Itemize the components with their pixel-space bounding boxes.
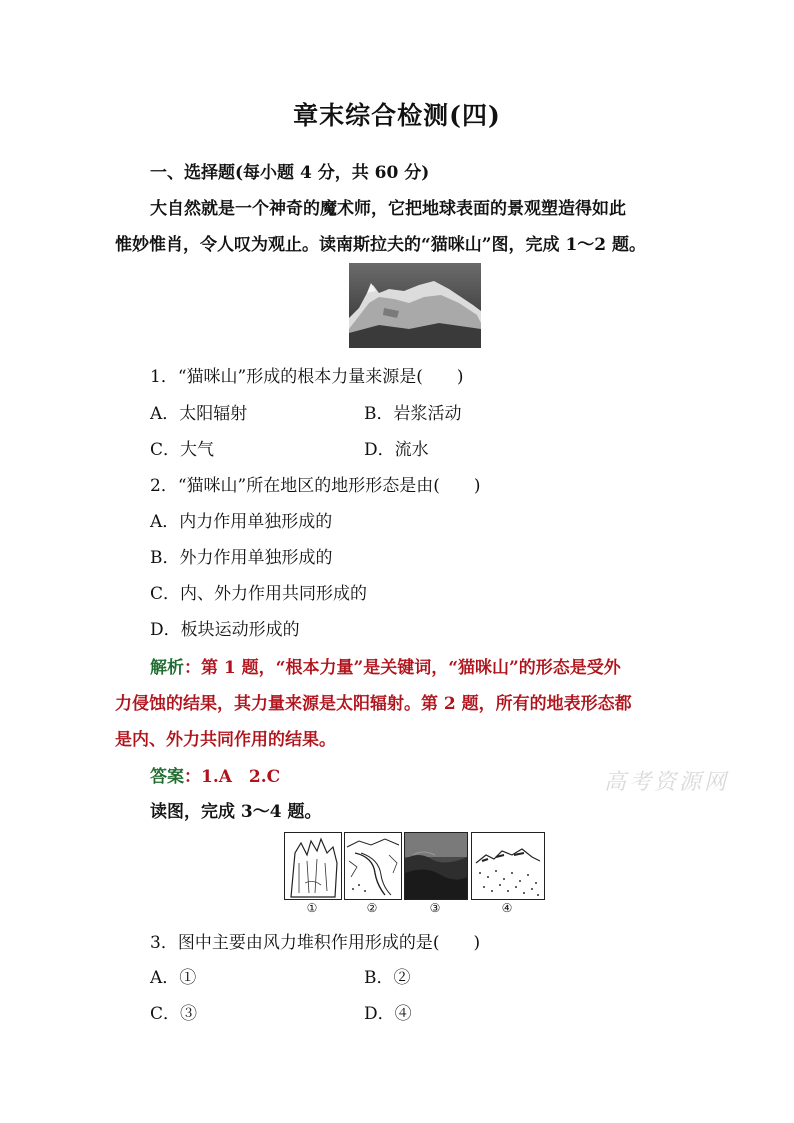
analysis-text-1: ：第 1 题，“根本力量”是关键词，“猫咪山”的形态是受外	[184, 658, 621, 678]
answer-text: ：1.A 2.C	[184, 767, 281, 787]
figure-4-label: ④	[501, 901, 513, 915]
analysis-line-1	[150, 653, 621, 678]
cat-mountain-photo	[349, 263, 481, 348]
figure-2-landform	[344, 832, 402, 900]
q1-option-c: C．大气	[150, 440, 215, 460]
figure-3-label: ③	[429, 901, 441, 915]
q3-option-b: B．②	[364, 968, 411, 988]
q3-stem: 3．图中主要由风力堆积作用形成的是( )	[150, 933, 481, 953]
q3-option-d: D．④	[364, 1004, 412, 1024]
q2-option-a: A．内力作用单独形成的	[150, 512, 333, 532]
analysis-line-3: 是内、外力共同作用的结果。	[115, 730, 336, 750]
intro-line-1: 大自然就是一个神奇的魔术师，它把地球表面的景观塑造得如此	[150, 199, 626, 219]
q1-option-d: D．流水	[364, 440, 429, 460]
answer-line	[150, 762, 280, 787]
answer-label: 答案	[150, 767, 184, 787]
q2-option-b: B．外力作用单独形成的	[150, 548, 333, 568]
q2-option-c: C．内、外力作用共同形成的	[150, 584, 368, 604]
q2-stem: 2．“猫咪山”所在地区的地形形态是由( )	[150, 476, 481, 496]
read-prompt: 读图，完成 3～4 题。	[150, 802, 322, 822]
figure-1-landform	[284, 832, 342, 900]
page-title: 章末综合检测(四)	[293, 101, 501, 130]
q1-option-b: B．岩浆活动	[364, 404, 462, 424]
q3-option-a: A．①	[150, 968, 197, 988]
figure-2-label: ②	[366, 901, 378, 915]
figure-1-label: ①	[306, 901, 318, 915]
q2-option-d: D．板块运动形成的	[150, 620, 300, 640]
q1-option-a: A．太阳辐射	[150, 404, 248, 424]
figure-4-landform	[471, 832, 545, 900]
intro-line-2: 惟妙惟肖，令人叹为观止。读南斯拉夫的“猫咪山”图，完成 1～2 题。	[115, 235, 647, 255]
figure-3-landform	[404, 832, 468, 900]
section-heading: 一、选择题(每小题 4 分，共 60 分)	[150, 163, 430, 183]
analysis-label: 解析	[150, 658, 184, 678]
watermark: 高考资源网	[604, 770, 730, 795]
q3-option-c: C．③	[150, 1004, 198, 1024]
q1-stem: 1．“猫咪山”形成的根本力量来源是( )	[150, 367, 464, 387]
analysis-line-2: 力侵蚀的结果，其力量来源是太阳辐射。第 2 题，所有的地表形态都	[115, 694, 632, 714]
